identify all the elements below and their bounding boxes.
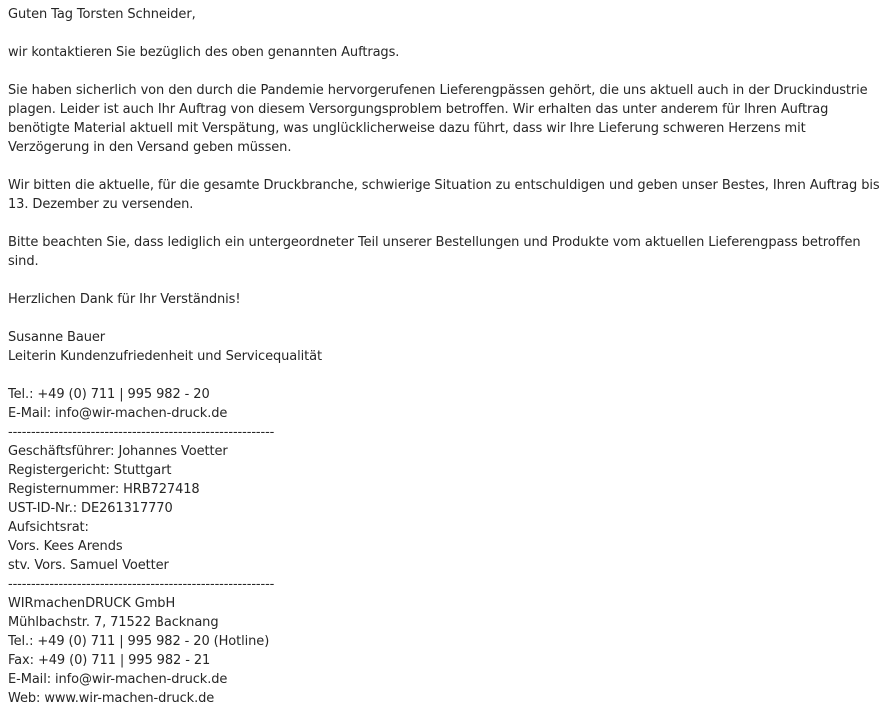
sender-name: Susanne Bauer xyxy=(8,330,106,345)
company-website: Web: www.wir-machen-druck.de xyxy=(8,691,215,706)
sender-phone: Tel.: +49 (0) 711 | 995 982 - 20 xyxy=(8,387,210,402)
blank-line xyxy=(8,366,883,385)
paragraph-delay-explanation: Sie haben sicherlich von den durch die Pandemie hervorgerufenen Lieferengpässen gehört, die uns aktuell auch in der Druckindustrie plagen. Leider ist auch Ihr Auftrag von diesem Versorgungsproblem betroffen. Wir erhalten das unter anderem für Ihren Auftrag benötigte Material aktuell mit Verspätung, was unglücklicherweise dazu führt, dass wir Ihre Lieferung schweren Herzens mit Verzögerung in den Versand geben müssen. xyxy=(8,83,872,155)
signature xyxy=(8,328,883,708)
thanks-text: Herzlichen Dank für Ihr Verständnis! xyxy=(8,292,241,307)
board-deputy-chair: stv. Vors. Samuel Voetter xyxy=(8,558,169,573)
blank-line xyxy=(8,24,883,43)
managing-director: Geschäftsführer: Johannes Voetter xyxy=(8,444,228,459)
paragraph-apology: Wir bitten die aktuelle, für die gesamte Druckbranche, schwierige Situation zu entschuldigen und geben unser Bestes, Ihren Auftrag bis 13. Dezember zu versenden. xyxy=(8,178,884,212)
signature-divider: ---------------------------------------------------------- xyxy=(8,577,275,592)
blank-line xyxy=(8,271,883,290)
blank-line xyxy=(8,62,883,81)
sender-email: E-Mail: info@wir-machen-druck.de xyxy=(8,406,228,421)
blank-line xyxy=(8,309,883,328)
board-chair: Vors. Kees Arends xyxy=(8,539,123,554)
intro-text: wir kontaktieren Sie bezüglich des oben genannten Auftrags. xyxy=(8,45,400,60)
blank-line xyxy=(8,157,883,176)
register-court: Registergericht: Stuttgart xyxy=(8,463,172,478)
vat-id: UST-ID-Nr.: DE261317770 xyxy=(8,501,173,516)
company-phone: Tel.: +49 (0) 711 | 995 982 - 20 (Hotline) xyxy=(8,634,270,649)
signature-divider: ---------------------------------------------------------- xyxy=(8,425,275,440)
paragraph-notice: Bitte beachten Sie, dass lediglich ein untergeordneter Teil unserer Bestellungen und Produkte vom aktuellen Lieferengpass betroffen sind. xyxy=(8,235,865,269)
company-email: E-Mail: info@wir-machen-druck.de xyxy=(8,672,228,687)
company-name: WIRmachenDRUCK GmbH xyxy=(8,596,176,611)
company-address: Mühlbachstr. 7, 71522 Backnang xyxy=(8,615,219,630)
greeting: Guten Tag Torsten Schneider, xyxy=(8,7,196,22)
sender-title: Leiterin Kundenzufriedenheit und Servicequalität xyxy=(8,349,323,364)
company-fax: Fax: +49 (0) 711 | 995 982 - 21 xyxy=(8,653,211,668)
blank-line xyxy=(8,214,883,233)
supervisory-board-label: Aufsichtsrat: xyxy=(8,520,89,535)
register-number: Registernummer: HRB727418 xyxy=(8,482,200,497)
email-body xyxy=(8,5,883,708)
